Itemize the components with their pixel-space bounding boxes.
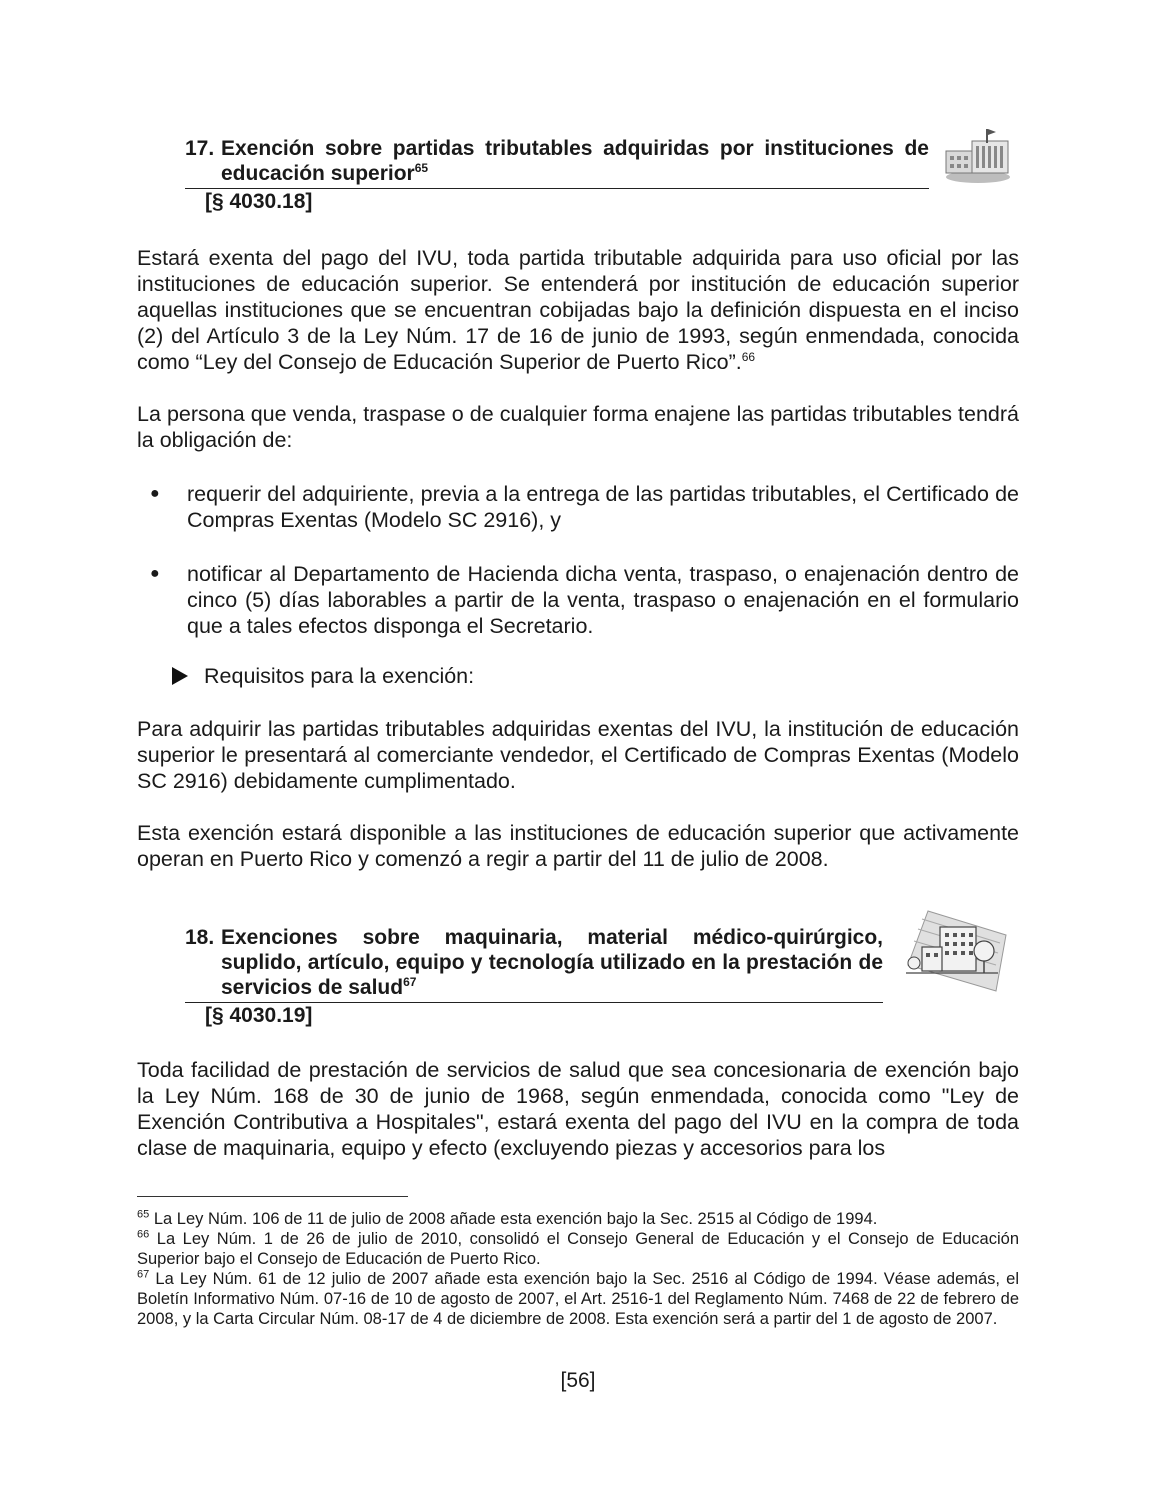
footnote-65 [137,1209,1019,1229]
section-17-heading [185,136,929,215]
paragraph-2: La persona que venda, traspase o de cualquier forma enajene las partidas tributables tendrá la obligación de: [137,402,1019,452]
footnote-67 [137,1269,1019,1329]
section-18-heading [185,925,883,1029]
bullet-item-1-text: requerir del adquiriente, previa a la entrega de las partidas tributables, el Certificado de Compras Exentas (Modelo SC 2916), y [187,482,1019,532]
footnote-ref-67: 67 [403,975,417,989]
bullet-item-2-text: notificar al Departamento de Hacienda dicha venta, traspaso, o enajenación dentro de cinco (5) días laborables a partir de la venta, traspaso o enajenación en el formulario que a tales efectos disponga el Secretario. [187,562,1019,638]
footnote-ref-66: 66 [741,349,756,364]
footnote-66-text: La Ley Núm. 1 de 26 de julio de 2010, consolidó el Consejo General de Educación y el Consejo de Educación Superior bajo el Consejo de Educación de Puerto Rico. [137,1230,1020,1268]
section-17-code-ref: [§ 4030.18] [205,190,313,213]
footnotes [137,1209,1019,1329]
section-17-title-text: Exención sobre partidas tributables adquiridas por instituciones de educación superior [221,137,929,185]
footnote-66 [137,1229,1019,1269]
section-18-title-text: Exenciones sobre maquinaria, material médico-quirúrgico, suplido, artículo, equipo y tecnología utilizado en la prestación de servicios de salud [221,926,883,999]
bullet-dot: ● [150,485,160,502]
bullet-dot: ● [150,565,160,582]
footnote-65-text: La Ley Núm. 106 de 11 de julio de 2008 añade esta exención bajo la Sec. 2515 al Código de 1994. [153,1210,878,1228]
footnote-separator [137,1196,408,1197]
section-18-number: 18. [185,926,215,949]
footnote-66-number: 66 [137,1228,150,1241]
school-building-icon [942,127,1012,185]
paragraph-5: Toda facilidad de prestación de servicios de salud que sea concesionaria de exención bajo la Ley Núm. 168 de 30 de junio de 1968, según enmendada, conocida como "Ley de Exención Contributiva a Hospitales", estará exenta del pago del IVU en la compra de toda clase de maquinaria, equipo y efecto (excluyendo piezas y accesorios para los [137,1058,1019,1160]
bullet-item-1 [150,481,1019,533]
section-17-number: 17. [185,137,215,160]
paragraph-4: Esta exención estará disponible a las instituciones de educación superior que activamente operan en Puerto Rico y comenzó a regir a partir del 11 de julio de 2008. [137,821,1019,871]
page-number: [56] [560,1369,596,1392]
bullet-item-2 [150,561,1019,639]
section-17-title [185,136,929,186]
footnote-65-number: 65 [137,1208,150,1221]
paragraph-3: Para adquirir las partidas tributables adquiridas exentas del IVU, la institución de educación superior le presentará al comerciante vendedor, el Certificado de Compras Exentas (Modelo SC 2916) debidamente cumplimentado. [137,717,1019,793]
paragraph-1 [137,245,1019,375]
paragraph-1-text: Estará exenta del pago del IVU, toda partida tributable adquirida para uso oficial por las instituciones de educación superior. Se entenderá por institución de educación superior aquellas instituciones que se encuentran cobijadas bajo la definición dispuesta en el inciso (2) del Artículo 3 de la Ley Núm. 17 de 16 de junio de 1993, según enmendada, conocida como “Ley del Consejo de Educación Superior de Puerto Rico”. [137,246,1019,374]
hospital-building-icon [900,907,1012,995]
footnote-67-number: 67 [137,1268,150,1281]
footnote-ref-65: 65 [414,161,429,175]
section-18-title [185,925,883,1000]
footnote-67-text: La Ley Núm. 61 de 12 julio de 2007 añade esta exención bajo la Sec. 2516 al Código de 1994. Véase además, el Boletín Informativo Núm. 07-16 de 10 de agosto de 2007, el Art. 2516-1 del Reglamento Núm. 7468 de 22 de febrero de 2008, y la Carta Circular Núm. 08-17 de 4 de diciembre de 2008. Esta exención será a partir del 1 de agosto de 2007. [137,1270,1019,1328]
section-18-code-ref: [§ 4030.19] [205,1004,313,1027]
triangle-right-icon [172,667,188,685]
requisitos-text: Requisitos para la exención: [204,664,475,688]
requisitos-heading [172,663,474,689]
